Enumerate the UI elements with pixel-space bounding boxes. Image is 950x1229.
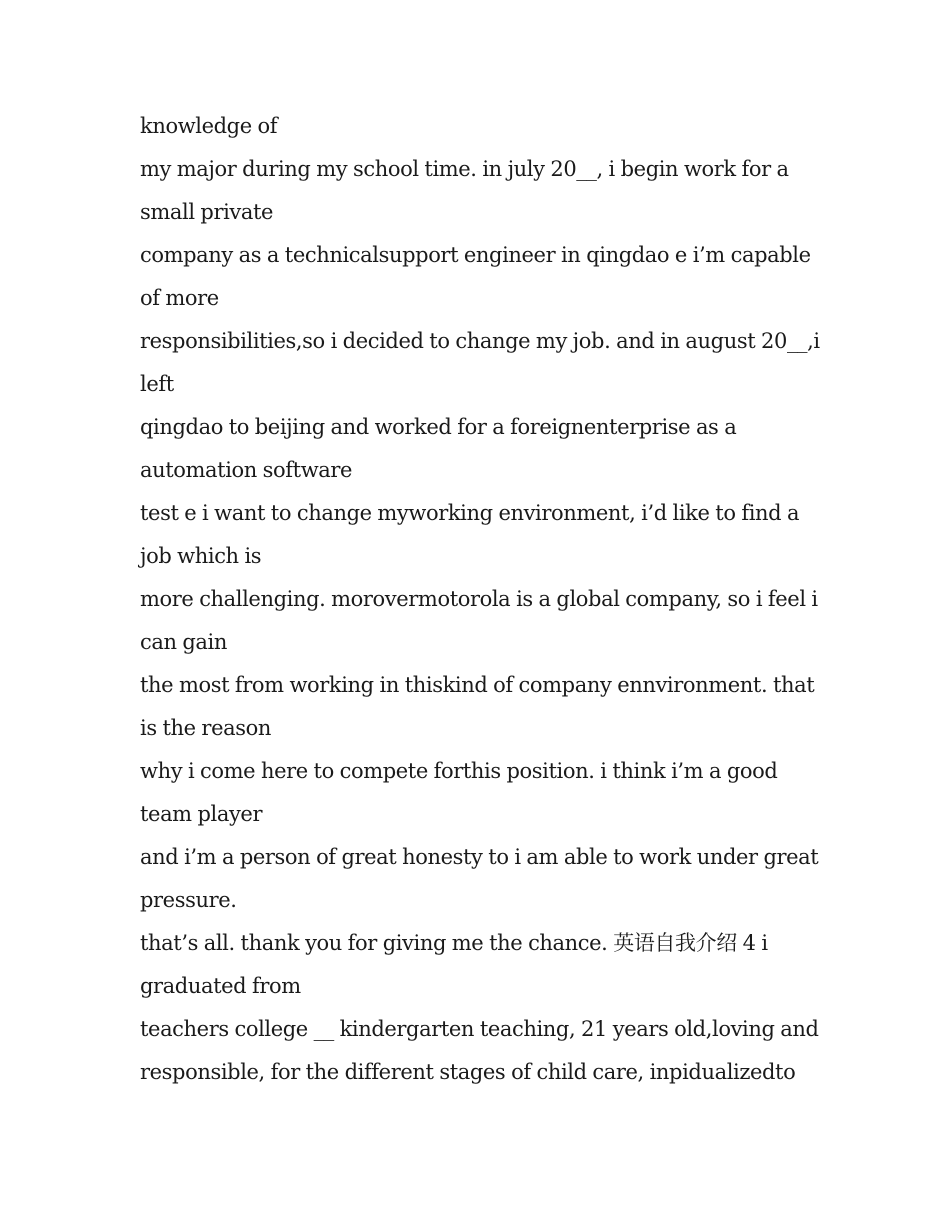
- paragraph: company as a technicalsupport engineer in qingdao e i’m capable of more: [140, 243, 811, 310]
- paragraph: teachers college __ kindergarten teaching, 21 years old,loving and: [140, 1017, 819, 1041]
- paragraph: responsible, for the different stages of child care, inpidualizedto: [140, 1060, 796, 1084]
- paragraph: and i’m a person of great honesty to i am able to work under great pressure.: [140, 845, 819, 912]
- paragraph: more challenging. morovermotorola is a global company, so i feel i can gain: [140, 587, 818, 654]
- paragraph: responsibilities,so i decided to change my job. and in august 20__,i left: [140, 329, 820, 396]
- paragraph: test e i want to change myworking environment, i’d like to find a job which is: [140, 501, 800, 568]
- paragraph: knowledge of: [140, 114, 278, 138]
- paragraph: my major during my school time. in july 20__, i begin work for a small private: [140, 157, 789, 224]
- paragraph: that’s all. thank you for giving me the chance. 英语自我介绍 4 i graduated from: [140, 931, 768, 998]
- document-body: [140, 105, 820, 1094]
- paragraph: qingdao to beijing and worked for a foreignenterprise as a automation software: [140, 415, 737, 482]
- paragraph: the most from working in thiskind of company ennvironment. that is the reason: [140, 673, 815, 740]
- paragraph: why i come here to compete forthis position. i think i’m a good team player: [140, 759, 778, 826]
